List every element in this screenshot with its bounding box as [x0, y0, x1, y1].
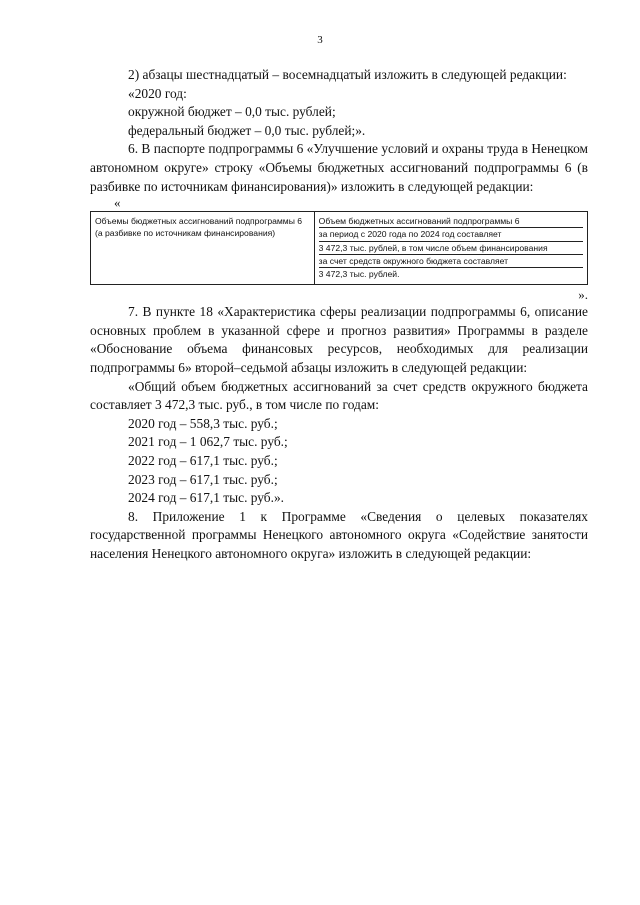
quote-line-2: окружной бюджет – 0,0 тыс. рублей; [128, 104, 336, 120]
list-item: 2023 год – 617,1 тыс. руб.; [128, 471, 278, 487]
quote-open-mark: « [114, 195, 121, 211]
table-cell-right-line: 3 472,3 тыс. рублей. [318, 268, 400, 279]
list-item: 2020 год – 558,3 тыс. руб.; [128, 415, 278, 431]
page-number: 3 [317, 34, 323, 46]
quote-close-mark: ». [578, 287, 588, 303]
years-list [90, 415, 588, 508]
document-body [90, 66, 588, 563]
table-cell-right-line: 3 472,3 тыс. рублей, в том числе объем финансирования [319, 242, 583, 255]
table-cell-left: Объемы бюджетных ассигнований подпрограммы 6 (а разбивке по источникам финансирования) [91, 212, 315, 285]
budget-table [90, 211, 588, 285]
table-cell-right-line: Объем бюджетных ассигнований подпрограммы 6 [319, 215, 583, 228]
list-item: 2022 год – 617,1 тыс. руб.; [128, 452, 278, 468]
quote-line-1: «2020 год: [128, 85, 187, 101]
paragraph-6: 6. В паспорте подпрограммы 6 «Улучшение условий и охраны труда в Ненецком автономном округе» строку «Объемы бюджетных ассигнований подпрограммы 6 (в разбивке по источникам финансирования)» изложить в следующей редакции: [90, 141, 588, 194]
paragraph-7: 7. В пункте 18 «Характеристика сферы реализации подпрограммы 6, описание основных проблем в указанной сфере и прогноз развития» Программы в разделе «Обоснование объема финансовых ресурсов, необходимых для реализации подпрограммы 6» второй–седьмой абзацы изложить в следующей редакции: [90, 304, 588, 375]
list-item: 2021 год – 1 062,7 тыс. руб.; [128, 434, 288, 450]
list-item: 2024 год – 617,1 тыс. руб.». [128, 490, 285, 506]
paragraph-2: 2) абзацы шестнадцатый – восемнадцатый изложить в следующей редакции: [128, 67, 567, 82]
paragraph-8: 8. Приложение 1 к Программе «Сведения о целевых показателях государственной программы Ненецкого автономного округа «Содействие занятости населения Ненецкого автономного округа» изложить в следующей редакции: [90, 508, 588, 561]
table-cell-right-line: за период с 2020 года по 2024 год составляет [319, 228, 583, 241]
paragraph-7-quote: «Общий объем бюджетных ассигнований за счет средств окружного бюджета составляет 3 472,3 тыс. руб., в том числе по годам: [90, 378, 588, 413]
budget-table-block [90, 196, 588, 303]
table-cell-right-line: за счет средств окружного бюджета составляет [319, 255, 583, 268]
quote-line-3: федеральный бюджет – 0,0 тыс. рублей;». [128, 122, 366, 138]
table-row [91, 212, 588, 285]
table-cell-right [314, 212, 587, 285]
